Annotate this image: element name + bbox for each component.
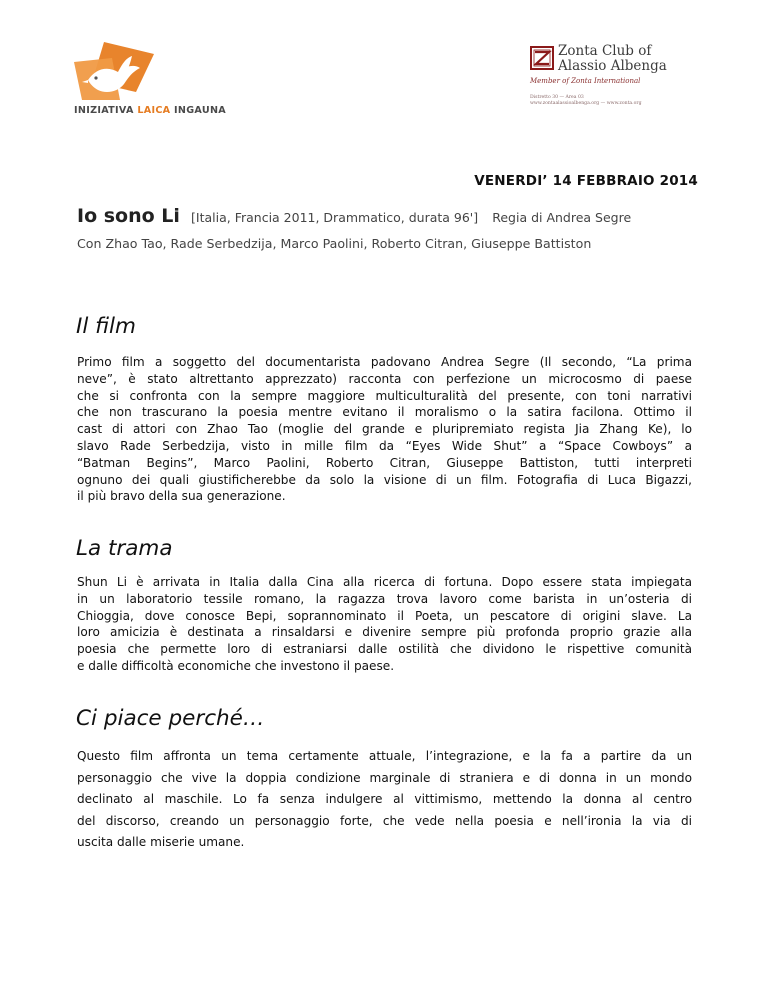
text-line: slavo Rade Serbedzija, visto in mille film da “Eyes Wide Shut” a “Space Cowboys” a	[77, 438, 692, 453]
text-line: cast di attori con Zhao Tao (moglie del grande e pluripremiato regista Jia Zhang Ke), lo	[77, 422, 692, 437]
text-line: uscita dalle miserie umane.	[77, 835, 245, 849]
text-line: Chioggia, dove conosce Bepi, soprannominato il Poeta, un pescatore di origini slave. La	[77, 608, 692, 623]
section-heading-ci-piace: Ci piace perché…	[76, 706, 265, 731]
section-heading-il-film: Il film	[76, 314, 136, 339]
logo-word-ingauna: INGAUNA	[174, 105, 226, 116]
event-date: VENERDI’ 14 FEBBRAIO 2014	[474, 173, 698, 189]
text-line: che non trascurano la poesia mentre evitano il moralismo o la satira facilona. Ottimo il	[77, 405, 692, 420]
text-line: ognuno dei quali giustificherebbe da solo la visione di un film. Fotografia di Luca Bigazzi,	[77, 472, 692, 487]
zonta-fine-print: Distretto 30 — Area 03 www.zontaalassioalbenga.org — www.zonta.org	[530, 95, 642, 106]
film-header	[77, 205, 631, 227]
logo-wordmark	[74, 105, 226, 116]
zonta-club-logo	[530, 43, 690, 110]
zonta-emblem-icon	[530, 46, 554, 70]
section-body-ci-piace	[77, 746, 692, 854]
iniziativa-laica-ingauna-logo	[74, 42, 249, 117]
text-line: Primo film a soggetto del documentarista padovano Andrea Segre (Il secondo, “La prima	[77, 355, 692, 369]
text-line: loro amicizia è destinata a rinsaldarsi e divenire sempre più profonda proprio grazie alla	[77, 625, 692, 640]
text-line: del discorso, creando un personaggio forte, che vede nella poesia e nell’ironia la via di	[77, 813, 692, 828]
section-body-la-trama	[77, 574, 692, 675]
text-line: poesia che permette loro di estraniarsi dalle ostilità che dividono le rispettive comunità	[77, 642, 692, 657]
section-heading-la-trama: La trama	[76, 536, 173, 561]
text-line: neve”, è stato altrettanto apprezzato) racconta con perfezione un microcosmo di paese	[77, 371, 692, 386]
text-line: “Batman Begins”, Marco Paolini, Roberto Citran, Giuseppe Battiston, tutti interpreti	[77, 455, 692, 470]
film-cast: Con Zhao Tao, Rade Serbedzija, Marco Paolini, Roberto Citran, Giuseppe Battiston	[77, 236, 592, 251]
text-line: il più bravo della sua generazione.	[77, 489, 286, 504]
section-body-il-film	[77, 354, 692, 505]
logo-word-laica: LAICA	[137, 105, 171, 116]
logo-word-iniziativa: INIZIATIVA	[74, 105, 134, 116]
text-line: Questo film affronta un tema certamente attuale, l’integrazione, e la fa a partire da un	[77, 749, 692, 763]
film-director: Regia di Andrea Segre	[492, 210, 632, 225]
dove-logo-icon	[74, 42, 154, 106]
film-title: Io sono Li	[77, 205, 180, 227]
zonta-member-line: Member of Zonta International	[530, 77, 641, 85]
text-line: in un laboratorio tessile romano, la ragazza trova lavoro come barista in un’osteria di	[77, 591, 692, 606]
zonta-club-name: Zonta Club of Alassio Albenga	[558, 43, 667, 74]
text-line: e dalle difficoltà economiche che investono il paese.	[77, 658, 395, 673]
text-line: che si confronta con la sempre maggiore multiculturalità del presente, con toni narrativi	[77, 388, 692, 403]
text-line: personaggio che vive la doppia condizione marginale di straniera e di donna in un mondo	[77, 770, 692, 785]
film-info: [Italia, Francia 2011, Drammatico, durata 96']	[191, 210, 479, 225]
text-line: declinato al maschile. Lo fa senza indulgere al vittimismo, mettendo la donna al centro	[77, 792, 692, 806]
text-line: Shun Li è arrivata in Italia dalla Cina alla ricerca di fortuna. Dopo essere stata impiegata	[77, 575, 692, 589]
